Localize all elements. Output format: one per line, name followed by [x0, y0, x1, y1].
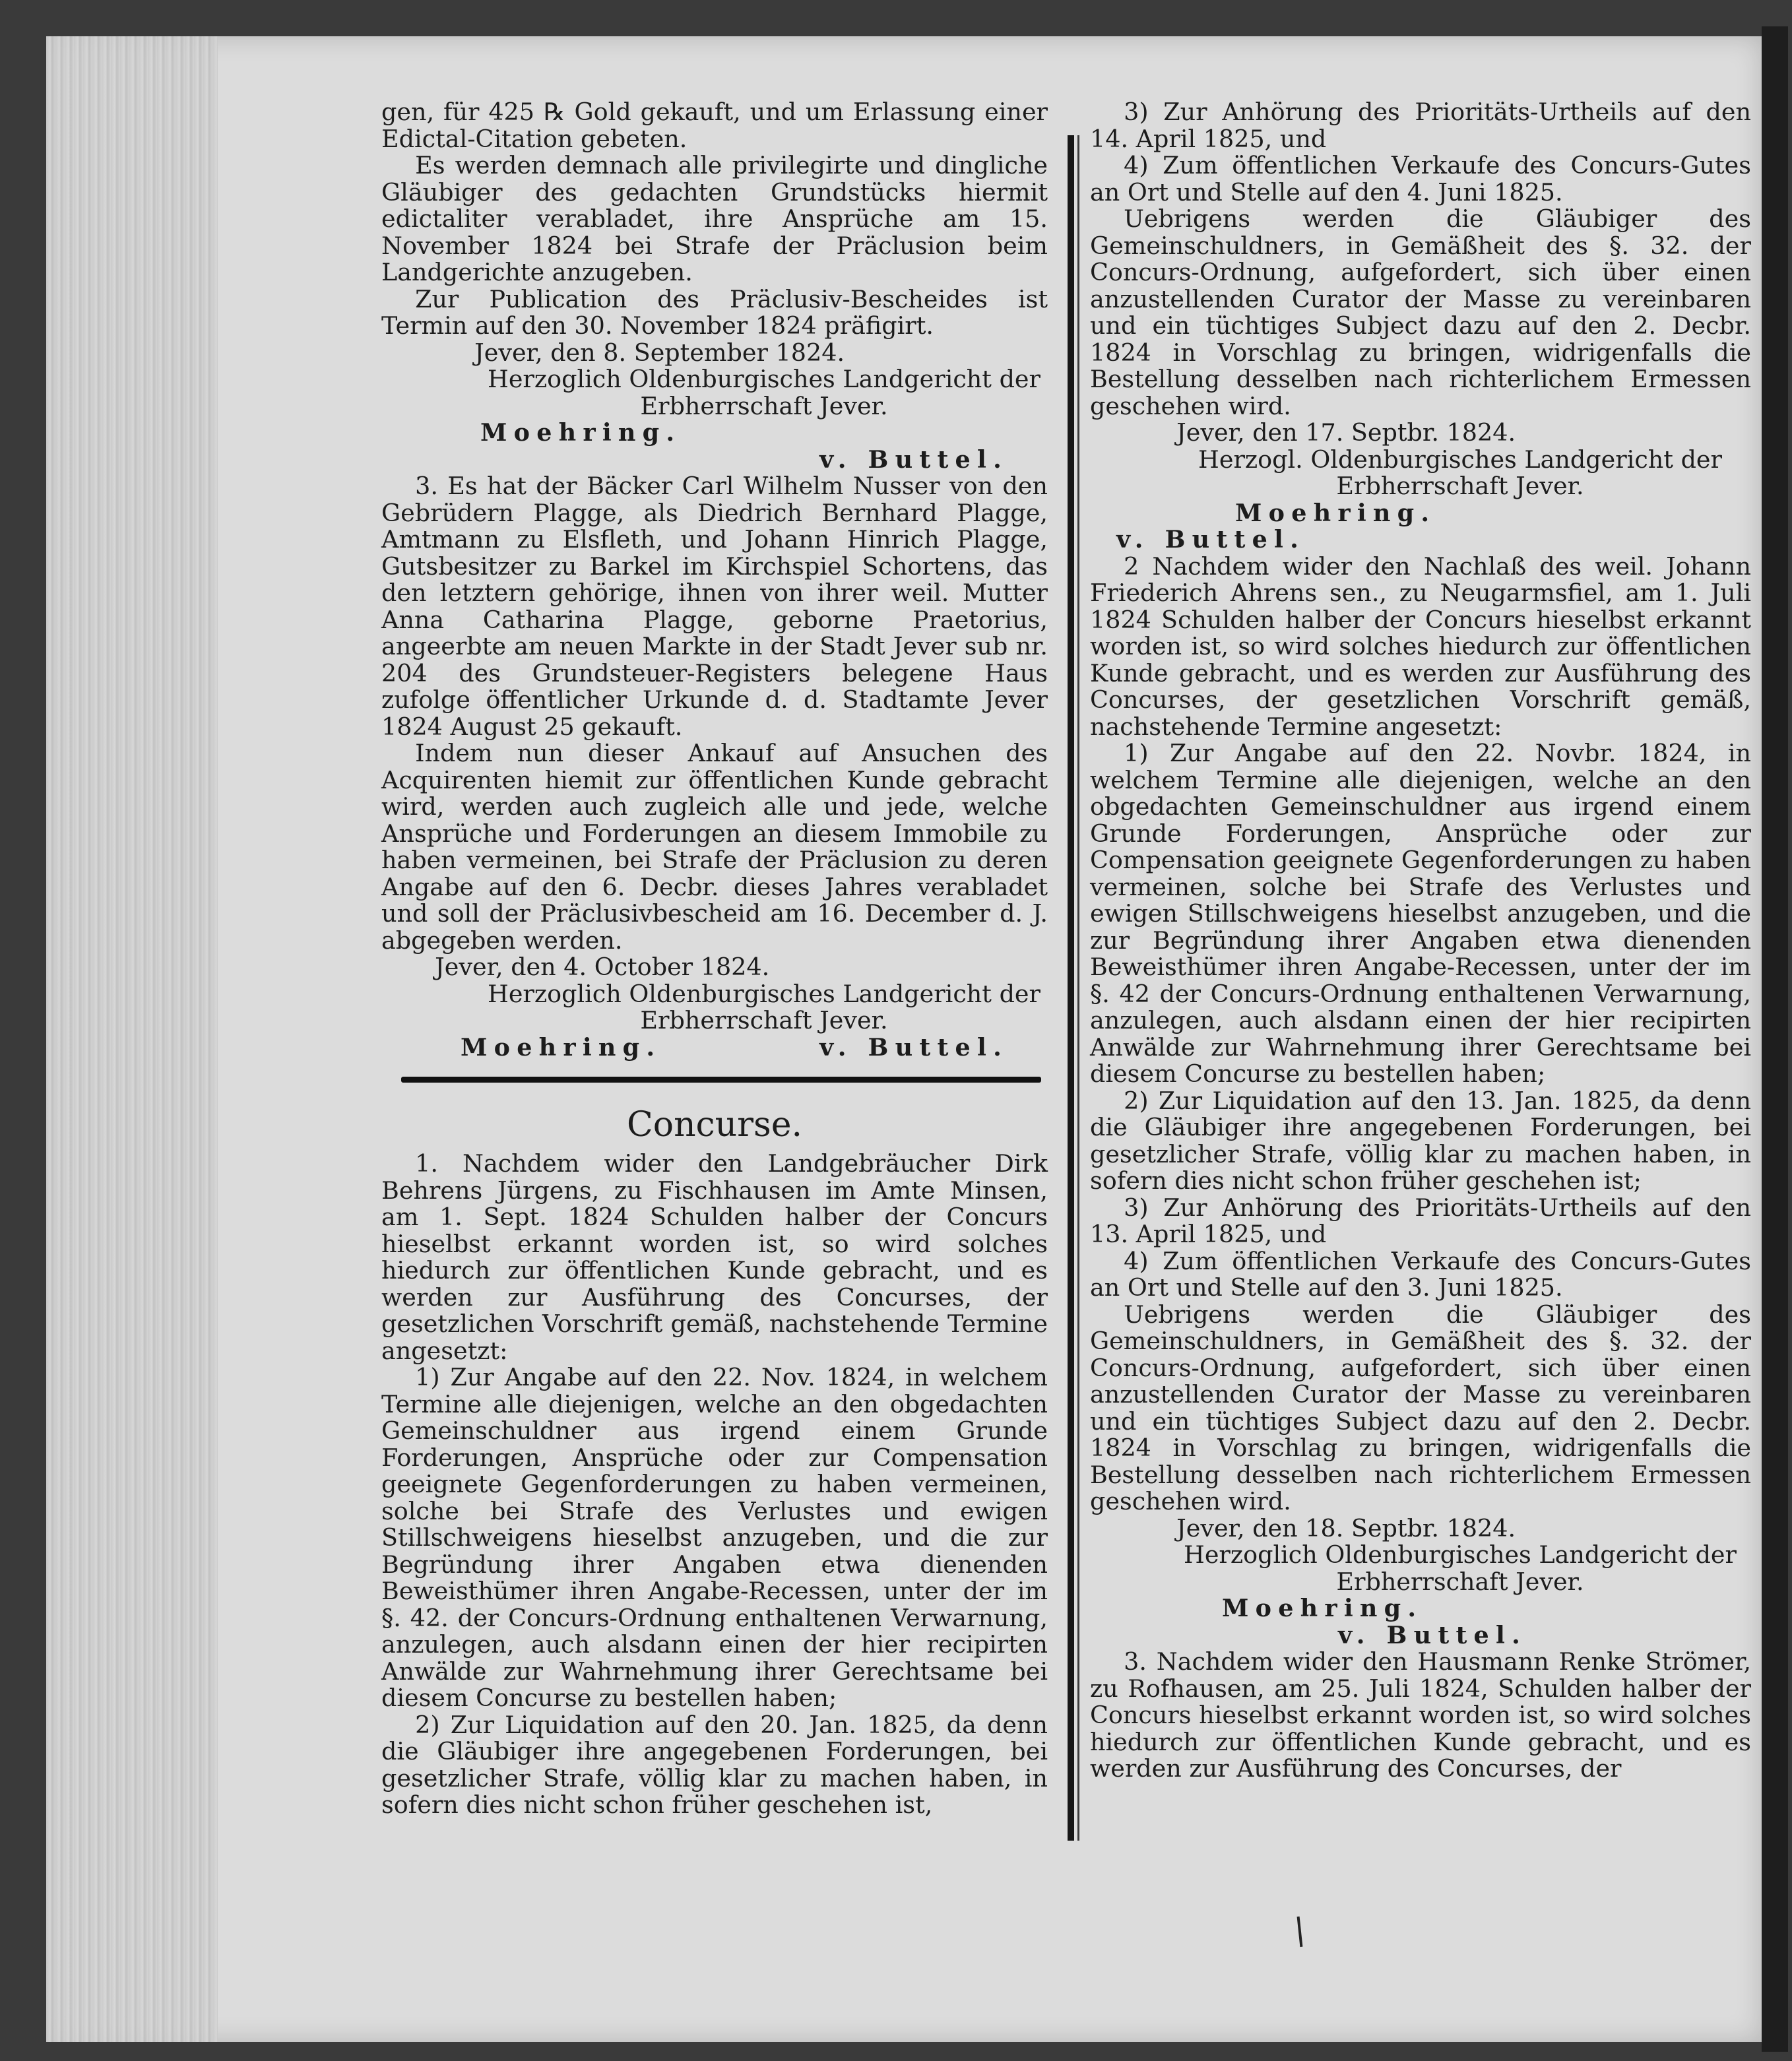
court-name: Herzogl. Oldenburgisches Landgericht der Erbherrschaft Jever. — [1198, 445, 1722, 500]
paragraph: 4) Zum öffentlichen Verkaufe des Concurs-Gutes an Ort und Stelle auf den 4. Juni 1825. — [1090, 151, 1751, 206]
court-name: Herzoglich Oldenburgisches Landgericht der Erbherrschaft Jever. — [1184, 1540, 1737, 1596]
signature-right: v. Buttel. — [1337, 1620, 1527, 1649]
signature-left: Moehring. — [461, 1032, 662, 1062]
notice-date: Jever, den 8. September 1824. — [474, 338, 845, 367]
signature-right: v. Buttel. — [1116, 525, 1306, 554]
signature-right: v. Buttel. — [819, 1032, 1008, 1062]
paragraph: 3. Nachdem wider den Hausmann Renke Strömer, zu Rofhausen, am 25. Juli 1824, Schulden halber der Concurs hieselbst erkannt worden ist, so wird solches hiedurch zur öffentlichen Kunde gebracht, und es werden zur Ausführung des Concurses, der — [1090, 1647, 1751, 1783]
notice-date: Jever, den 4. October 1824. — [435, 953, 770, 981]
signature-left: Moehring. — [480, 418, 682, 447]
court-name: Herzoglich Oldenburgisches Landgericht der Erbherrschaft Jever. — [488, 979, 1040, 1034]
paragraph: 2) Zur Liquidation auf den 20. Jan. 1825, da denn die Gläubiger ihre angegebenen Forderungen, bei gesetzlicher Strafe, völlig klar zu machen haben, in sofern dies nicht schon früher geschehen ist, — [381, 1710, 1048, 1819]
signature-row — [381, 1034, 1048, 1062]
paragraph: 1) Zur Angabe auf den 22. Nov. 1824, in welchem Termine alle diejenigen, welche an den obgedachten Gemeinschuldner aus irgend einem Grunde Forderungen, Ansprüche oder zur Compensation geeignete Gegenforderungen zu haben vermeinen, solche bei Strafe des Verlustes und ewigen Stillschweigens hieselbst anzugeben, und die zur Begründung ihrer Angaben etwa dienenden Beweisthümer ihren Angabe-Recessen, unter der im §. 42. der Concurs-Ordnung enthaltenen Verwarnung, anzulegen, auch alsdann einen der hier recipirten Anwälde zur Wahrnehmung ihrer Gerechtsame bei diesem Concurse zu bestellen haben; — [381, 1363, 1048, 1712]
paragraph: Zur Publication des Präclusiv-Bescheides ist Termin auf den 30. November 1824 präfigirt. — [381, 284, 1048, 340]
signature-left: Moehring. — [1235, 498, 1436, 527]
left-column — [381, 99, 1048, 1819]
column-divider — [1068, 135, 1074, 1841]
page-stack-edge — [46, 36, 218, 2042]
book-right-edge — [1762, 26, 1788, 2052]
signature-left: Moehring. — [1222, 1594, 1423, 1622]
paragraph: 2 Nachdem wider den Nachlaß des weil. Johann Friederich Ahrens sen., zu Neugarmsfiel, am 1. Juli 1824 Schulden halber der Concurs hieselbst erkannt worden ist, so wird solches hiedurch zur öffentlichen Kunde gebracht, und es werden zur Ausführung des Concurses, der gesetzlichen Vorschrift gemäß, nachstehende Termine angesetzt: — [1090, 552, 1751, 741]
paragraph: Es werden demnach alle privilegirte und dingliche Gläubiger des gedachten Grundstücks hiermit edictaliter verabladet, ihre Ansprüche am 15. November 1824 bei Strafe der Präclusion beim Landgerichte anzugeben. — [381, 151, 1048, 286]
paragraph: Uebrigens werden die Gläubiger des Gemeinschuldners, in Gemäßheit des §. 32. der Concurs-Ordnung, aufgefordert, sich über einen anzustellenden Curator der Masse zu vereinbaren und ein tüchtiges Subject dazu auf den 2. Decbr. 1824 in Vorschlag zu bringen, widrigenfalls die Bestellung desselben nach richterlichem Ermessen geschehen wird. — [1090, 1300, 1751, 1515]
court-name: Herzoglich Oldenburgisches Landgericht der Erbherrschaft Jever. — [488, 365, 1040, 420]
section-rule — [381, 1061, 1048, 1100]
paragraph: 3) Zur Anhörung des Prioritäts-Urtheils auf den 13. April 1825, und — [1090, 1193, 1751, 1248]
paragraph: 3) Zur Anhörung des Prioritäts-Urtheils auf den 14. April 1825, und — [1090, 98, 1751, 153]
paragraph: Uebrigens werden die Gläubiger des Gemeinschuldners, in Gemäßheit des §. 32. der Concurs-Ordnung, aufgefordert, sich über einen anzustellenden Curator der Masse zu vereinbaren und ein tüchtiges Subject dazu auf den 2. Decbr. 1824 in Vorschlag zu bringen, widrigenfalls die Bestellung desselben nach richterlichem Ermessen geschehen wird. — [1090, 205, 1751, 420]
signature-right: v. Buttel. — [819, 445, 1008, 474]
paragraph: 3. Es hat der Bäcker Carl Wilhelm Nusser von den Gebrüdern Plagge, als Diedrich Bernhard Plagge, Amtmann zu Elsfleth, und Johann Hinrich Plagge, Gutsbesitzer zu Barkel im Kirchspiel Schortens, das den letztern gehörige, ihnen von ihrer weil. Mutter Anna Catharina Plagge, geborne Praetorius, angeerbte am neuen Markte in der Stadt Jever sub nr. 204 des Grundsteuer-Registers belegene Haus zufolge öffentlicher Urkunde d. d. Stadtamte Jever 1824 August 25 gekauft. — [381, 472, 1048, 741]
paragraph: 1. Nachdem wider den Landgebräucher Dirk Behrens Jürgens, zu Fischhausen im Amte Minsen, am 1. Sept. 1824 Schulden halber der Concurs hieselbst erkannt worden ist, so wird solches hiedurch zur öffentlichen Kunde gebracht, und es werden zur Ausführung des Concurses, der gesetzlichen Vorschrift gemäß, nachstehende Termine angesetzt: — [381, 1149, 1048, 1365]
column-divider-thin — [1077, 135, 1079, 1841]
notice-date: Jever, den 18. Septbr. 1824. — [1176, 1513, 1516, 1542]
notice-date: Jever, den 17. Septbr. 1824. — [1176, 418, 1516, 447]
paragraph: 1) Zur Angabe auf den 22. Novbr. 1824, in welchem Termine alle diejenigen, welche an den obgedachten Gemeinschuldner aus irgend einem Grunde Forderungen, Ansprüche oder zur Compensation geeignete Gegenforderungen zu haben vermeinen, solche bei Strafe des Verlustes und ewigen Stillschweigens hieselbst anzugeben, und die zur Begründung ihrer Angaben etwa dienenden Beweisthümer ihren Angabe-Recessen, unter der im §. 42 der Concurs-Ordnung enthaltenen Verwarnung, anzulegen, auch alsdann einen der hier recipirten Anwälde zur Wahrnehmung ihrer Gerechtsame bei diesem Concurse zu bestellen haben; — [1090, 739, 1751, 1088]
paragraph: Indem nun dieser Ankauf auf Ansuchen des Acquirenten hiemit zur öffentlichen Kunde gebracht wird, werden auch zugleich alle und jede, welche Ansprüche und Forderungen an diesem Immobile zu haben vermeinen, bei Strafe der Präclusion zu deren Angabe auf den 6. Decbr. dieses Jahres verabladet und soll der Präclusivbescheid am 16. December d. J. abgegeben werden. — [381, 739, 1048, 955]
paragraph: gen, für 425 ℞ Gold gekauft, und um Erlassung einer Edictal-Citation gebeten. — [381, 98, 1048, 153]
paragraph: 4) Zum öffentlichen Verkaufe des Concurs-Gutes an Ort und Stelle auf den 3. Juni 1825. — [1090, 1246, 1751, 1302]
paragraph: 2) Zur Liquidation auf den 13. Jan. 1825, da denn die Gläubiger ihre angegebenen Forderungen, bei gesetzlicher Strafe, völlig klar zu machen haben, in sofern dies nicht schon früher geschehen ist; — [1090, 1086, 1751, 1195]
section-heading: Concurse. — [626, 1105, 803, 1145]
right-column — [1090, 99, 1751, 1783]
